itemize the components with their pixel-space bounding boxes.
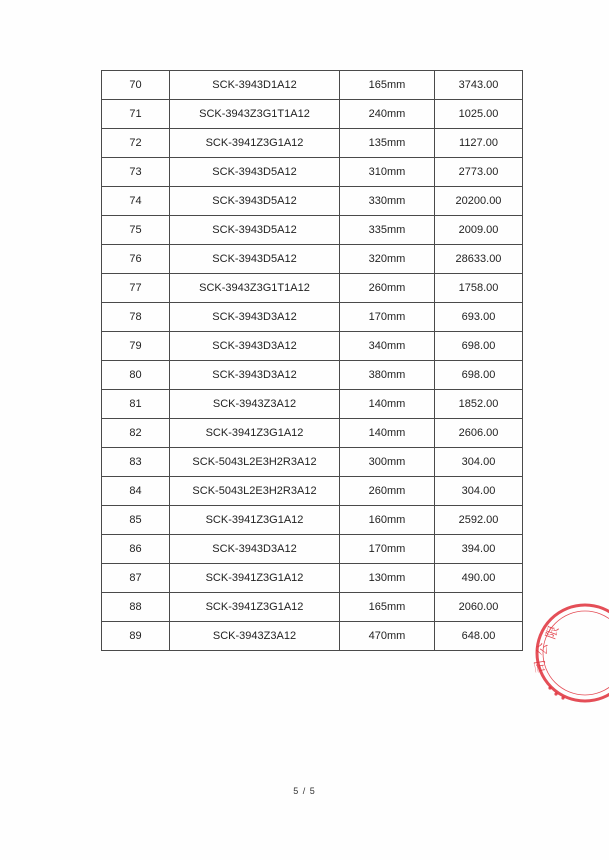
price-value: 394.00 xyxy=(435,535,523,564)
row-index: 85 xyxy=(102,506,170,535)
row-index: 74 xyxy=(102,187,170,216)
length-value: 330mm xyxy=(340,187,435,216)
length-value: 240mm xyxy=(340,100,435,129)
row-index: 75 xyxy=(102,216,170,245)
length-value: 160mm xyxy=(340,506,435,535)
parts-price-table xyxy=(101,70,523,651)
table-row xyxy=(102,274,523,303)
row-index: 81 xyxy=(102,390,170,419)
price-value: 693.00 xyxy=(435,303,523,332)
price-value: 304.00 xyxy=(435,477,523,506)
row-index: 86 xyxy=(102,535,170,564)
price-value: 28633.00 xyxy=(435,245,523,274)
length-value: 260mm xyxy=(340,274,435,303)
price-value: 3743.00 xyxy=(435,71,523,100)
model-code: SCK-3943Z3A12 xyxy=(170,390,340,419)
table-row xyxy=(102,593,523,622)
model-code: SCK-3941Z3G1A12 xyxy=(170,593,340,622)
row-index: 70 xyxy=(102,71,170,100)
table-row xyxy=(102,245,523,274)
svg-text:限: 限 xyxy=(543,624,563,642)
row-index: 71 xyxy=(102,100,170,129)
price-value: 2592.00 xyxy=(435,506,523,535)
length-value: 260mm xyxy=(340,477,435,506)
price-value: 1758.00 xyxy=(435,274,523,303)
row-index: 78 xyxy=(102,303,170,332)
table-row xyxy=(102,622,523,651)
model-code: SCK-3943Z3A12 xyxy=(170,622,340,651)
length-value: 320mm xyxy=(340,245,435,274)
row-index: 84 xyxy=(102,477,170,506)
table-row xyxy=(102,216,523,245)
row-index: 83 xyxy=(102,448,170,477)
model-code: SCK-3943D3A12 xyxy=(170,332,340,361)
model-code: SCK-3943D3A12 xyxy=(170,361,340,390)
model-code: SCK-5043L2E3H2R3A12 xyxy=(170,448,340,477)
length-value: 135mm xyxy=(340,129,435,158)
price-value: 1025.00 xyxy=(435,100,523,129)
table-row xyxy=(102,187,523,216)
model-code: SCK-3943D1A12 xyxy=(170,71,340,100)
table-row xyxy=(102,564,523,593)
table-row xyxy=(102,303,523,332)
price-value: 2606.00 xyxy=(435,419,523,448)
table-row xyxy=(102,419,523,448)
table-row xyxy=(102,448,523,477)
price-value: 304.00 xyxy=(435,448,523,477)
price-value: 698.00 xyxy=(435,361,523,390)
length-value: 310mm xyxy=(340,158,435,187)
model-code: SCK-5043L2E3H2R3A12 xyxy=(170,477,340,506)
row-index: 88 xyxy=(102,593,170,622)
price-value: 2773.00 xyxy=(435,158,523,187)
price-value: 698.00 xyxy=(435,332,523,361)
row-index: 87 xyxy=(102,564,170,593)
row-index: 73 xyxy=(102,158,170,187)
length-value: 140mm xyxy=(340,419,435,448)
length-value: 380mm xyxy=(340,361,435,390)
model-code: SCK-3941Z3G1A12 xyxy=(170,419,340,448)
model-code: SCK-3941Z3G1A12 xyxy=(170,506,340,535)
row-index: 79 xyxy=(102,332,170,361)
table-row xyxy=(102,71,523,100)
length-value: 170mm xyxy=(340,535,435,564)
table-row xyxy=(102,100,523,129)
row-index: 72 xyxy=(102,129,170,158)
svg-text:司: 司 xyxy=(532,658,550,674)
page-number: 5 / 5 xyxy=(293,786,316,796)
row-index: 76 xyxy=(102,245,170,274)
svg-text:公: 公 xyxy=(535,642,552,657)
model-code: SCK-3943D5A12 xyxy=(170,187,340,216)
length-value: 165mm xyxy=(340,593,435,622)
length-value: 130mm xyxy=(340,564,435,593)
row-index: 89 xyxy=(102,622,170,651)
table-body xyxy=(102,71,523,651)
price-value: 1127.00 xyxy=(435,129,523,158)
price-value: 2009.00 xyxy=(435,216,523,245)
table-row xyxy=(102,129,523,158)
length-value: 300mm xyxy=(340,448,435,477)
table-row xyxy=(102,332,523,361)
price-value: 648.00 xyxy=(435,622,523,651)
row-index: 80 xyxy=(102,361,170,390)
company-seal-stamp xyxy=(530,598,609,708)
model-code: SCK-3941Z3G1A12 xyxy=(170,564,340,593)
table-row xyxy=(102,535,523,564)
length-value: 335mm xyxy=(340,216,435,245)
model-code: SCK-3943D3A12 xyxy=(170,303,340,332)
table-row xyxy=(102,506,523,535)
price-value: 1852.00 xyxy=(435,390,523,419)
model-code: SCK-3943D5A12 xyxy=(170,245,340,274)
model-code: SCK-3943D5A12 xyxy=(170,158,340,187)
model-code: SCK-3943Z3G1T1A12 xyxy=(170,100,340,129)
model-code: SCK-3943Z3G1T1A12 xyxy=(170,274,340,303)
table-row xyxy=(102,158,523,187)
length-value: 170mm xyxy=(340,303,435,332)
table-row xyxy=(102,477,523,506)
length-value: 470mm xyxy=(340,622,435,651)
table-row xyxy=(102,361,523,390)
length-value: 140mm xyxy=(340,390,435,419)
price-value: 490.00 xyxy=(435,564,523,593)
length-value: 165mm xyxy=(340,71,435,100)
model-code: SCK-3943D5A12 xyxy=(170,216,340,245)
row-index: 77 xyxy=(102,274,170,303)
length-value: 340mm xyxy=(340,332,435,361)
table-row xyxy=(102,390,523,419)
model-code: SCK-3943D3A12 xyxy=(170,535,340,564)
price-value: 2060.00 xyxy=(435,593,523,622)
model-code: SCK-3941Z3G1A12 xyxy=(170,129,340,158)
row-index: 82 xyxy=(102,419,170,448)
price-value: 20200.00 xyxy=(435,187,523,216)
